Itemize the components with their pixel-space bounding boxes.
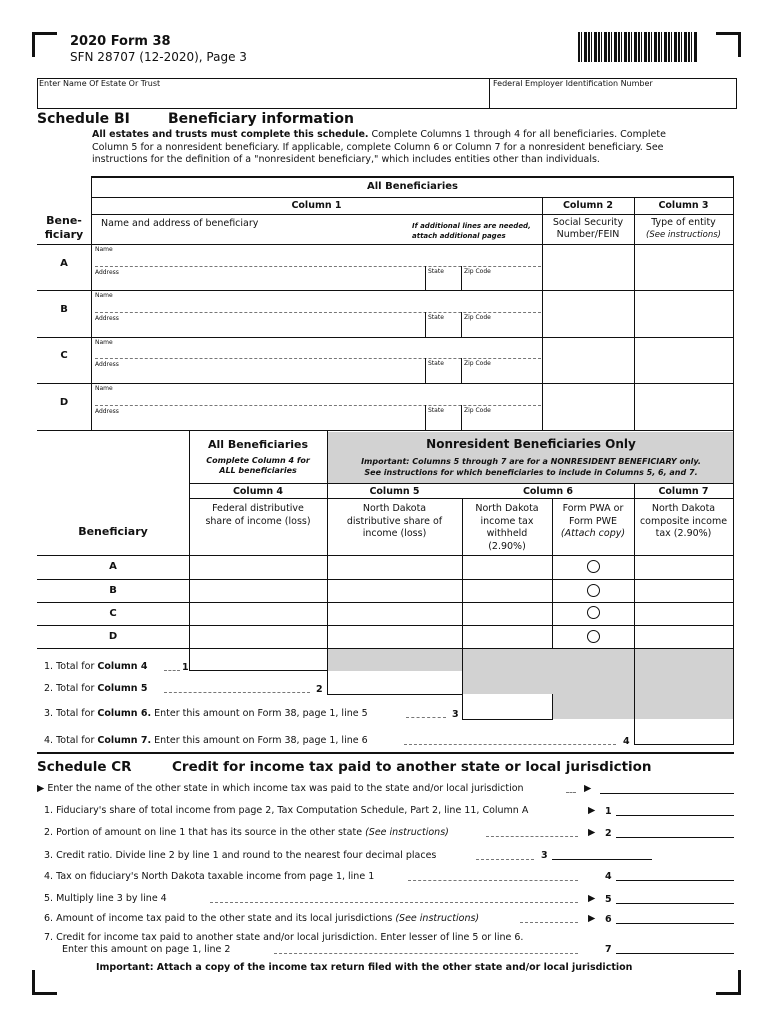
column-5-header: Column 5: [369, 486, 420, 497]
shaded-col7-lines1-3: [635, 649, 733, 719]
total-line-4-num: 4: [623, 736, 630, 747]
lower-row-label-b: B: [109, 585, 117, 596]
row-d-col4-field[interactable]: [191, 627, 325, 646]
estate-name-label: Enter Name Of Estate Or Trust: [39, 79, 161, 88]
row-a-col4-field[interactable]: [191, 557, 325, 577]
fein-field[interactable]: [492, 90, 732, 106]
row-d-col6-field[interactable]: [464, 627, 550, 646]
cr-line-3: 3. Credit ratio. Divide line 2 by line 1 and round to the nearest four decimal places: [44, 850, 437, 861]
nonresident-note: Important: Columns 5 through 7 are for a NONRESIDENT BENEFICIARY only. See instructions for which beneficiaries to include in Columns 5, 6, and 7.: [361, 457, 701, 477]
zip-small-label: Zip Code: [464, 407, 491, 414]
schedule-cr-title: Credit for income tax paid to another state or local jurisdiction: [172, 759, 652, 775]
beneficiary-d-address-field[interactable]: [93, 415, 423, 428]
name-address-header: Name and address of beneficiary: [101, 218, 259, 229]
name-small-label: Name: [95, 292, 113, 299]
total-line-2-num: 2: [316, 684, 323, 695]
cr-num-6: 6: [605, 914, 612, 925]
address-small-label: Address: [95, 315, 119, 322]
total-col4-field[interactable]: [191, 652, 325, 668]
row-c-col4-field[interactable]: [191, 604, 325, 623]
row-a-col6-field[interactable]: [464, 557, 550, 577]
additional-lines-note: If additional lines are needed, attach additional pages: [412, 222, 531, 240]
row-c-col7-field[interactable]: [636, 604, 731, 623]
beneficiary-d-type-field[interactable]: [636, 385, 731, 428]
beneficiary-b-ssn-field[interactable]: [544, 292, 632, 335]
row-d-col7-field[interactable]: [636, 627, 731, 646]
cr-num-7: 7: [605, 944, 612, 955]
cr-num-2: 2: [605, 828, 612, 839]
important-note: Important: Attach a copy of the income tax return filed with the other state and/or local jurisdiction: [96, 962, 633, 973]
beneficiary-b-name-field[interactable]: [93, 298, 540, 311]
beneficiary-c-type-field[interactable]: [636, 339, 731, 381]
column-2-header: Column 2: [562, 200, 614, 211]
other-state-name-field[interactable]: [600, 778, 734, 794]
name-small-label: Name: [95, 385, 113, 392]
column-7-desc: North Dakota composite income tax (2.90%): [639, 503, 728, 539]
beneficiary-c-name-field[interactable]: [93, 344, 540, 357]
shaded-col6-lines1-2: [463, 649, 634, 694]
address-small-label: Address: [95, 361, 119, 368]
cr-line-2-field[interactable]: [616, 823, 734, 838]
cr-num-5: 5: [605, 894, 612, 905]
beneficiary-b-address-field[interactable]: [93, 322, 423, 335]
beneficiary-a-name-field[interactable]: [93, 252, 540, 265]
total-line-3: 3. Total for Column 6. Enter this amount on Form 38, page 1, line 5: [44, 708, 368, 719]
total-line-3-num: 3: [452, 709, 459, 720]
corner-mark-top-right: [716, 32, 741, 57]
nonresident-header: Nonresident Beneficiaries Only: [426, 437, 636, 451]
state-small-label: State: [428, 314, 444, 321]
cr-line-2: 2. Portion of amount on line 1 that has its source in the other state (See instructions): [44, 827, 449, 838]
shaded-col6b-line3: [553, 694, 634, 719]
schedule-cr-code: Schedule CR: [37, 759, 132, 775]
column-1-header: Column 1: [291, 200, 342, 211]
cr-num-4: 4: [605, 871, 612, 882]
column-7-header: Column 7: [658, 486, 709, 497]
zip-small-label: Zip Code: [464, 360, 491, 367]
beneficiary-a-type-field[interactable]: [636, 246, 731, 288]
fein-label: Federal Employer Identification Number: [493, 79, 653, 88]
corner-mark-bottom-left: [32, 970, 57, 995]
schedule-bi-code: Schedule BI: [37, 111, 130, 127]
cr-line-state: ▶ Enter the name of the other state in which income tax was paid to the state and/or local jurisdiction: [37, 783, 524, 794]
row-a-col5-field[interactable]: [329, 557, 460, 577]
radio-circle-icon[interactable]: [587, 630, 600, 643]
lower-row-label-d: D: [108, 631, 118, 642]
total-line-2: 2. Total for Column 5: [44, 683, 148, 694]
beneficiary-a-address-field[interactable]: [93, 276, 423, 289]
cr-num-1: 1: [605, 806, 612, 817]
cr-line-4-field[interactable]: [616, 866, 734, 881]
cr-line-6: 6. Amount of income tax paid to the other state and its local jurisdictions (See instructions): [44, 913, 480, 924]
estate-name-field[interactable]: [38, 90, 486, 106]
beneficiary-d-name-field[interactable]: [93, 391, 540, 404]
row-b-col5-field[interactable]: [329, 581, 460, 600]
column-3-header: Column 3: [658, 200, 709, 211]
total-col5-field[interactable]: [329, 674, 460, 692]
lower-row-label-c: C: [109, 608, 117, 619]
ssn-header: Social Security Number/FEIN: [552, 217, 624, 240]
corner-mark-top-left: [32, 32, 57, 57]
row-b-col7-field[interactable]: [636, 581, 731, 600]
beneficiary-c-address-field[interactable]: [93, 368, 423, 381]
row-label-c: C: [60, 350, 68, 361]
column-4-note: Complete Column 4 for ALL beneficiaries: [206, 456, 310, 475]
corner-mark-bottom-right: [716, 970, 741, 995]
cr-line-5-field[interactable]: [616, 889, 734, 904]
column-6a-desc: North Dakota income tax withheld (2.90%): [475, 503, 539, 552]
radio-circle-icon[interactable]: [587, 606, 600, 619]
barcode-icon: [578, 32, 698, 62]
column-6-header: Column 6: [522, 486, 574, 497]
row-label-a: A: [60, 258, 68, 269]
row-b-col4-field[interactable]: [191, 581, 325, 600]
shaded-col5-line1: [328, 649, 462, 671]
all-beneficiaries-subheader: All Beneficiaries: [207, 438, 309, 451]
column-6b-desc: Form PWA or Form PWE (Attach copy): [560, 503, 626, 539]
name-small-label: Name: [95, 246, 113, 253]
schedule-bi-intro: All estates and trusts must complete this schedule. Complete Columns 1 through 4 for all beneficiaries. Complete Column 5 for a nonresident beneficiary. If applicable, complete Column 6 or Column 7 for a nonresident beneficiary. See instructions for the definition of a "nonresident beneficiary," which includes entities other than individuals.: [92, 129, 666, 165]
row-c-col5-field[interactable]: [329, 604, 460, 623]
arrow-right-icon: ▶: [588, 827, 596, 838]
entity-type-header: Type of entity (See instructions): [646, 217, 721, 240]
beneficiary-c-ssn-field[interactable]: [544, 339, 632, 381]
cr-line-6-field[interactable]: [616, 909, 734, 924]
beneficiary-b-type-field[interactable]: [636, 292, 731, 335]
name-small-label: Name: [95, 339, 113, 346]
cr-line-7-field[interactable]: [616, 939, 734, 954]
row-b-col6-field[interactable]: [464, 581, 550, 600]
arrow-right-icon: ▶: [588, 805, 596, 816]
state-small-label: State: [428, 407, 444, 414]
beneficiary-column-label: Beneficiary: [78, 525, 148, 538]
row-a-col7-field[interactable]: [636, 557, 731, 577]
address-small-label: Address: [95, 408, 119, 415]
schedule-bi-title: Beneficiary information: [168, 111, 354, 127]
cr-num-3: 3: [541, 850, 548, 861]
row-label-b: B: [60, 304, 68, 315]
beneficiary-d-ssn-field[interactable]: [544, 385, 632, 428]
total-line-1-num: 1: [182, 662, 189, 673]
form-title: 2020 Form 38: [70, 34, 171, 49]
state-small-label: State: [428, 268, 444, 275]
beneficiary-a-ssn-field[interactable]: [544, 246, 632, 288]
cr-line-1: 1. Fiduciary's share of total income from page 2, Tax Computation Schedule, Part 2, line 11, Column A: [44, 805, 529, 816]
column-4-header: Column 4: [232, 486, 284, 497]
total-col6-field[interactable]: [464, 697, 550, 717]
total-col7-field[interactable]: [636, 721, 731, 742]
beneficiary-label: Bene- ficiary: [44, 214, 84, 241]
row-label-d: D: [59, 397, 69, 408]
arrow-right-icon: ▶: [588, 913, 596, 924]
row-c-col6-field[interactable]: [464, 604, 550, 623]
column-4-desc: Federal distributive share of income (loss): [205, 503, 311, 527]
form-subtitle: SFN 28707 (12-2020), Page 3: [70, 50, 247, 64]
column-5-desc: North Dakota distributive share of income (loss): [346, 503, 443, 539]
cr-line-1-field[interactable]: [616, 801, 734, 816]
arrow-right-icon: ▶: [584, 783, 592, 794]
address-small-label: Address: [95, 269, 119, 276]
zip-small-label: Zip Code: [464, 314, 491, 321]
total-line-1: 1. Total for Column 4: [44, 661, 148, 672]
arrow-right-icon: ▶: [588, 893, 596, 904]
lower-row-label-a: A: [109, 561, 117, 572]
zip-small-label: Zip Code: [464, 268, 491, 275]
state-small-label: State: [428, 360, 444, 367]
total-line-4: 4. Total for Column 7. Enter this amount on Form 38, page 1, line 6: [44, 735, 368, 746]
cr-line-4: 4. Tax on fiduciary's North Dakota taxable income from page 1, line 1: [44, 871, 375, 882]
cr-line-7: 7. Credit for income tax paid to another state and/or local jurisdiction. Enter lesser of line 5 or line 6. Enter this amount on page 1, line 2: [44, 932, 524, 955]
radio-circle-icon[interactable]: [587, 560, 600, 573]
row-d-col5-field[interactable]: [329, 627, 460, 646]
arrow-right-icon: ▶: [37, 783, 45, 794]
all-beneficiaries-header: All Beneficiaries: [367, 181, 458, 192]
radio-circle-icon[interactable]: [587, 584, 600, 597]
cr-line-5: 5. Multiply line 3 by line 4: [44, 893, 167, 904]
cr-line-3-field[interactable]: [552, 845, 652, 860]
